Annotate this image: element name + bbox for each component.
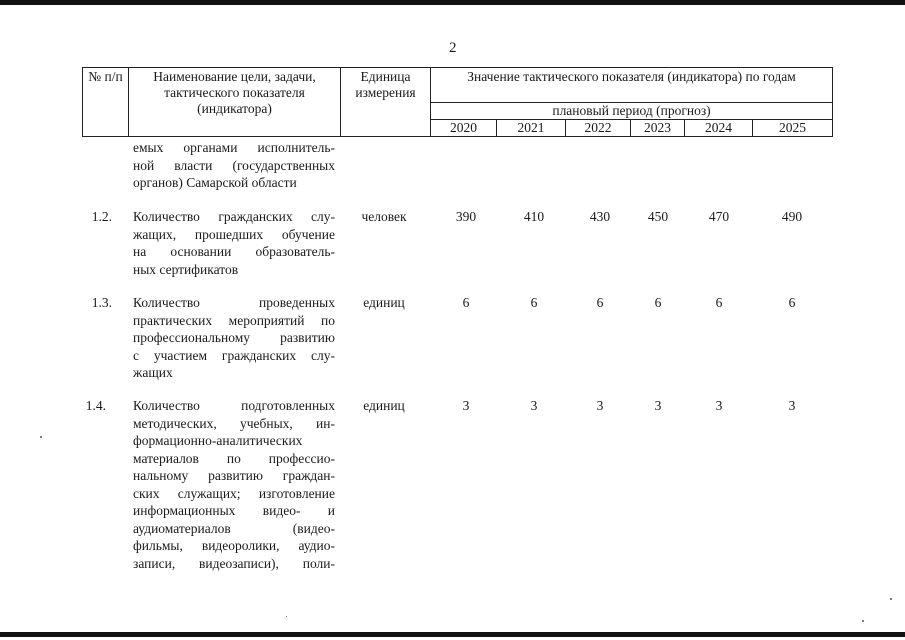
row-value: 6 <box>715 295 723 310</box>
header-year: 2023 <box>631 120 685 137</box>
row-value: 470 <box>708 209 730 224</box>
row-value: 6 <box>654 295 662 310</box>
header-year: 2025 <box>753 120 833 137</box>
row-value: 3 <box>462 398 470 413</box>
row-value: 490 <box>781 209 803 224</box>
scan-speck <box>862 620 864 622</box>
scan-speck <box>40 436 42 438</box>
scan-speck <box>286 616 287 617</box>
row-value: 3 <box>654 398 662 413</box>
row-name: Количество подготовленных методических, учебных, ин- формационно-аналитических материалов по профессио- нальному развитию граждан- ских служащих; изготовление информационных видео- и аудиоматериалов (видео- фильмы, видеоролики, аудио- записи, видеозаписи), поли- <box>133 398 335 571</box>
header-year: 2022 <box>566 120 631 137</box>
row-value: 3 <box>715 398 723 413</box>
row-number: 1.4. <box>85 398 106 413</box>
row-name: Количество гражданских слу- жащих, прошедших обучение на основании образователь- ных сертификатов <box>133 209 335 277</box>
header-period: плановый период (прогноз) <box>431 103 833 120</box>
row-value: 6 <box>530 295 538 310</box>
header-unit: Единица измерения <box>341 68 431 137</box>
row-number: 1.3. <box>91 295 112 310</box>
row-unit: единиц <box>363 398 405 413</box>
header-num: № п/п <box>83 68 129 137</box>
row-unit: единиц <box>363 295 405 310</box>
row-value: 6 <box>596 295 604 310</box>
page-number: 2 <box>449 40 457 56</box>
row-value: 3 <box>788 398 796 413</box>
row-value: 450 <box>647 209 669 224</box>
scan-bottom-border <box>0 632 905 637</box>
table-header <box>82 67 833 137</box>
header-year: 2024 <box>685 120 753 137</box>
scan-speck <box>890 598 892 600</box>
header-year: 2020 <box>431 120 497 137</box>
row-name: Количество проведенных практических мероприятий по профессиональному развитию с участием гражданских слу- жащих <box>133 295 335 380</box>
row-unit: человек <box>361 209 407 224</box>
row-value: 6 <box>462 295 470 310</box>
row-value: 390 <box>455 209 477 224</box>
scan-top-border <box>0 0 905 5</box>
row-number: 1.2. <box>91 209 112 224</box>
row-value: 3 <box>596 398 604 413</box>
row-value: 6 <box>788 295 796 310</box>
header-name: Наименование цели, задачи, тактического показателя (индикатора) <box>129 68 341 137</box>
row-value: 430 <box>589 209 611 224</box>
header-value: Значение тактического показателя (индикатора) по годам <box>431 68 833 103</box>
continuation-text: емых органами исполнитель- ной власти (государственных органов) Самарской области <box>133 140 335 190</box>
row-value: 410 <box>523 209 545 224</box>
header-year: 2021 <box>497 120 566 137</box>
row-value: 3 <box>530 398 538 413</box>
